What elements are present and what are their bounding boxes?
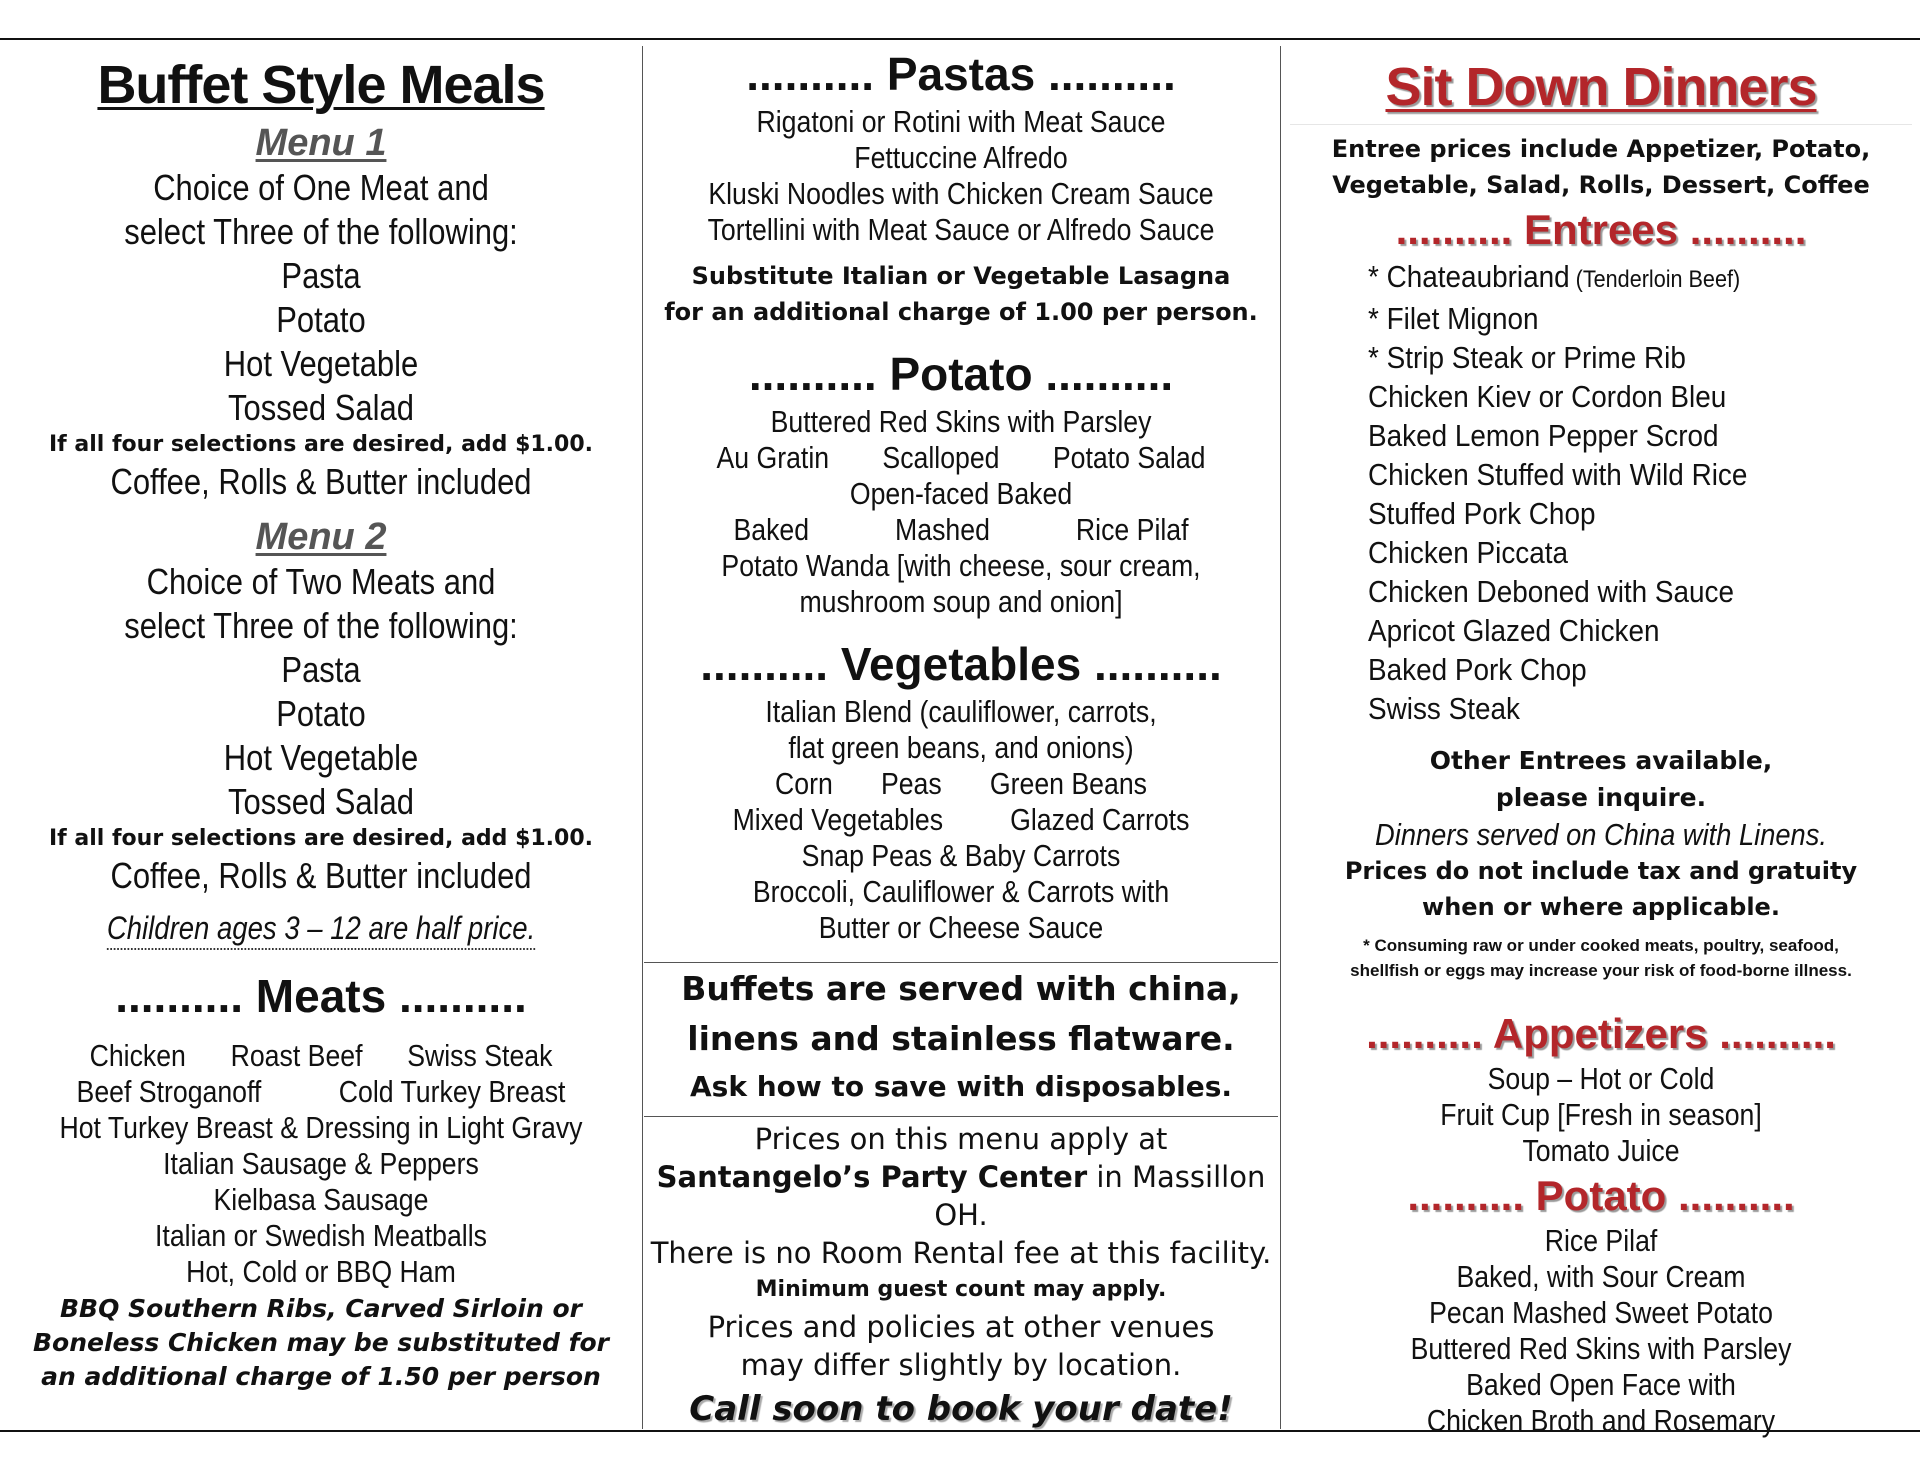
china-note: Dinners served on China with Linens. — [1375, 817, 1827, 852]
vegetable-item: Snap Peas & Baby Carrots — [801, 838, 1121, 873]
pricing-box — [644, 1120, 1278, 1434]
meat-item: Beef Stroganoff — [76, 1074, 262, 1109]
meat-item: Roast Beef — [230, 1038, 363, 1073]
pricing-line: may differ slightly by location. — [740, 1348, 1182, 1382]
title-underline — [1290, 124, 1912, 125]
pasta-item: Tortellini with Meat Sauce or Alfredo Sauce — [707, 212, 1215, 247]
column-divider-left — [642, 46, 643, 1429]
entree-item: * Filet Mignon — [1368, 301, 1539, 336]
other-entrees: please inquire. — [1495, 783, 1707, 812]
sitdown-title: Sit Down Dinners — [1385, 57, 1817, 117]
potato-item: Mashed — [895, 512, 990, 547]
meats-row1 — [45, 1038, 597, 1074]
meat-item: Hot Turkey Breast & Dressing in Light Gravy — [59, 1110, 583, 1145]
venue-name: Santangelo’s Party Center — [656, 1160, 1088, 1194]
potato-item: Au Gratin — [716, 440, 830, 475]
meats-substitute-line: an additional charge of 1.50 per person — [41, 1362, 601, 1391]
appetizer-item: Fruit Cup [Fresh in season] — [1440, 1097, 1762, 1132]
entree-item: Chicken Deboned with Sauce — [1368, 574, 1735, 609]
potato-heading: .......... Potato .......... — [748, 348, 1174, 400]
menu1-line1: Choice of One Meat and — [153, 167, 489, 208]
entree-item: Baked Pork Chop — [1368, 652, 1587, 687]
potato-item: Rice Pilaf — [1075, 512, 1189, 547]
potato-item: Scalloped — [882, 440, 1000, 475]
vegetable-item: Glazed Carrots — [1010, 802, 1190, 837]
sides-column — [644, 44, 1278, 946]
menu2-note: If all four selections are desired, add $1.00. — [48, 826, 594, 851]
entree-item: Baked Lemon Pepper Scrod — [1368, 418, 1719, 453]
sitdown-intro: Vegetable, Salad, Rolls, Dessert, Coffee — [1332, 171, 1870, 199]
entree-item: Apricot Glazed Chicken — [1368, 613, 1660, 648]
vegetable-row — [688, 802, 1233, 838]
entrees-list — [1282, 257, 1920, 728]
vegetable-item: Corn — [774, 766, 833, 801]
vegetable-row — [688, 766, 1233, 802]
vegetables-heading: .......... Vegetables .......... — [700, 638, 1222, 690]
entree-item: * Strip Steak or Prime Rib — [1368, 340, 1686, 375]
entree-name: * Chateaubriand — [1368, 259, 1570, 294]
menu1-line2: select Three of the following: — [124, 211, 518, 252]
food-warning: shellfish or eggs may increase your risk of food-borne illness. — [1350, 961, 1852, 980]
vegetable-item: flat green beans, and onions) — [788, 730, 1134, 765]
potato-item: Potato Wanda [with cheese, sour cream, — [721, 548, 1201, 583]
entree-item: Stuffed Pork Chop — [1368, 496, 1596, 531]
appetizer-item: Tomato Juice — [1522, 1133, 1680, 1168]
menu1-option: Hot Vegetable — [223, 343, 419, 384]
meat-item: Chicken — [89, 1038, 186, 1073]
potato-item: mushroom soup and onion] — [799, 584, 1123, 619]
meat-item: Italian or Swedish Meatballs — [155, 1218, 487, 1253]
pastas-heading: .......... Pastas .......... — [746, 48, 1176, 100]
meat-item: Hot, Cold or BBQ Ham — [186, 1254, 456, 1289]
sitdown-intro: Entree prices include Appetizer, Potato, — [1331, 135, 1871, 163]
menu2-option: Potato — [276, 693, 366, 734]
sitdown-column — [1282, 44, 1920, 1439]
lasagna-substitute: Substitute Italian or Vegetable Lasagna — [691, 262, 1231, 290]
potato-item: Potato Salad — [1052, 440, 1206, 475]
entree-item — [1368, 257, 1865, 299]
entree-item: Chicken Kiev or Cordon Bleu — [1368, 379, 1727, 414]
entree-note: (Tenderloin Beef) — [1569, 266, 1741, 293]
menu2-included: Coffee, Rolls & Butter included — [110, 855, 532, 896]
children-note: Children ages 3 – 12 are half price. — [107, 908, 535, 950]
served-box-top — [644, 962, 1278, 963]
appetizer-item: Soup – Hot or Cold — [1487, 1061, 1715, 1096]
entree-item: Chicken Stuffed with Wild Rice — [1368, 457, 1748, 492]
vegetable-item: Peas — [880, 766, 942, 801]
served-box-bottom — [644, 1116, 1278, 1117]
food-warning: * Consuming raw or under cooked meats, poultry, seafood, — [1363, 936, 1839, 955]
menu1-note: If all four selections are desired, add $1.00. — [48, 432, 594, 457]
menu2-line1: Choice of Two Meats and — [146, 561, 496, 602]
entree-item: Chicken Piccata — [1368, 535, 1569, 570]
meats-heading: .......... Meats .......... — [115, 970, 527, 1022]
potato-side-heading: .......... Potato .......... — [1407, 1172, 1795, 1219]
venue-city: in Massillon OH. — [934, 1160, 1266, 1232]
meat-item: Italian Sausage & Peppers — [163, 1146, 479, 1181]
potato-row — [688, 440, 1233, 476]
lasagna-substitute: for an additional charge of 1.00 per person. — [664, 298, 1258, 326]
meat-item: Cold Turkey Breast — [338, 1074, 566, 1109]
menu2-line2: select Three of the following: — [124, 605, 518, 646]
tax-note: when or where applicable. — [1422, 893, 1780, 921]
entree-item: Swiss Steak — [1368, 691, 1520, 726]
meat-item: Kielbasa Sausage — [213, 1182, 429, 1217]
potato-side-item: Baked, with Sour Cream — [1456, 1259, 1746, 1294]
tax-note: Prices do not include tax and gratuity — [1344, 857, 1858, 885]
menu2-option: Tossed Salad — [228, 781, 414, 822]
pasta-item: Fettuccine Alfredo — [854, 140, 1068, 175]
menu1-option: Tossed Salad — [228, 387, 414, 428]
menu1-option: Potato — [276, 299, 366, 340]
potato-row — [688, 512, 1233, 548]
pasta-item: Kluski Noodles with Chicken Cream Sauce — [708, 176, 1214, 211]
menu2-option: Pasta — [281, 649, 361, 690]
menu2-heading: Menu 2 — [255, 516, 387, 558]
potato-side-item: Chicken Broth and Rosemary — [1426, 1403, 1776, 1438]
meats-row2 — [45, 1074, 597, 1110]
appetizers-heading: .......... Appetizers .......... — [1366, 1010, 1836, 1057]
potato-item: Buttered Red Skins with Parsley — [770, 404, 1152, 439]
meats-substitute-line: Boneless Chicken may be substituted for — [32, 1328, 609, 1357]
menu1-included: Coffee, Rolls & Butter included — [110, 461, 532, 502]
menu1-heading: Menu 1 — [255, 122, 387, 164]
pricing-line: Prices and policies at other venues — [707, 1310, 1215, 1344]
served-line: Ask how to save with disposables. — [689, 1070, 1233, 1103]
call-to-action: Call soon to book your date! — [689, 1389, 1233, 1429]
vegetable-item: Broccoli, Cauliflower & Carrots with — [752, 874, 1170, 909]
column-divider-right — [1280, 46, 1281, 1429]
vegetable-item: Green Beans — [989, 766, 1147, 801]
meats-substitute-line: BBQ Southern Ribs, Carved Sirloin or — [60, 1294, 582, 1323]
menu1-option: Pasta — [281, 255, 361, 296]
buffet-title: Buffet Style Meals — [97, 55, 545, 115]
entrees-heading: .......... Entrees .......... — [1395, 206, 1807, 253]
served-box — [644, 964, 1278, 1110]
vegetable-item: Italian Blend (cauliflower, carrots, — [765, 694, 1157, 729]
potato-item: Baked — [733, 512, 810, 547]
potato-side-item: Baked Open Face with — [1466, 1367, 1736, 1402]
children-note-wrap — [0, 908, 642, 950]
potato-side-item: Pecan Mashed Sweet Potato — [1429, 1295, 1773, 1330]
pricing-line: Prices on this menu apply at — [754, 1122, 1168, 1156]
potato-side-item: Buttered Red Skins with Parsley — [1410, 1331, 1792, 1366]
served-line: linens and stainless flatware. — [687, 1019, 1235, 1058]
pricing-venue-line — [644, 1158, 1278, 1234]
vegetable-item: Mixed Vegetables — [732, 802, 944, 837]
other-entrees: Other Entrees available, — [1429, 746, 1773, 775]
pricing-line: Minimum guest count may apply. — [755, 1277, 1167, 1302]
pricing-line: There is no Room Rental fee at this facility. — [650, 1236, 1272, 1270]
potato-item: Open-faced Baked — [849, 476, 1073, 511]
menu2-option: Hot Vegetable — [223, 737, 419, 778]
top-rule — [0, 38, 1920, 40]
pasta-item: Rigatoni or Rotini with Meat Sauce — [756, 104, 1166, 139]
potato-side-item: Rice Pilaf — [1544, 1223, 1658, 1258]
served-line: Buffets are served with china, — [681, 969, 1241, 1008]
buffet-column — [0, 44, 642, 1394]
meat-item: Swiss Steak — [407, 1038, 553, 1073]
vegetable-item: Butter or Cheese Sauce — [818, 910, 1104, 945]
